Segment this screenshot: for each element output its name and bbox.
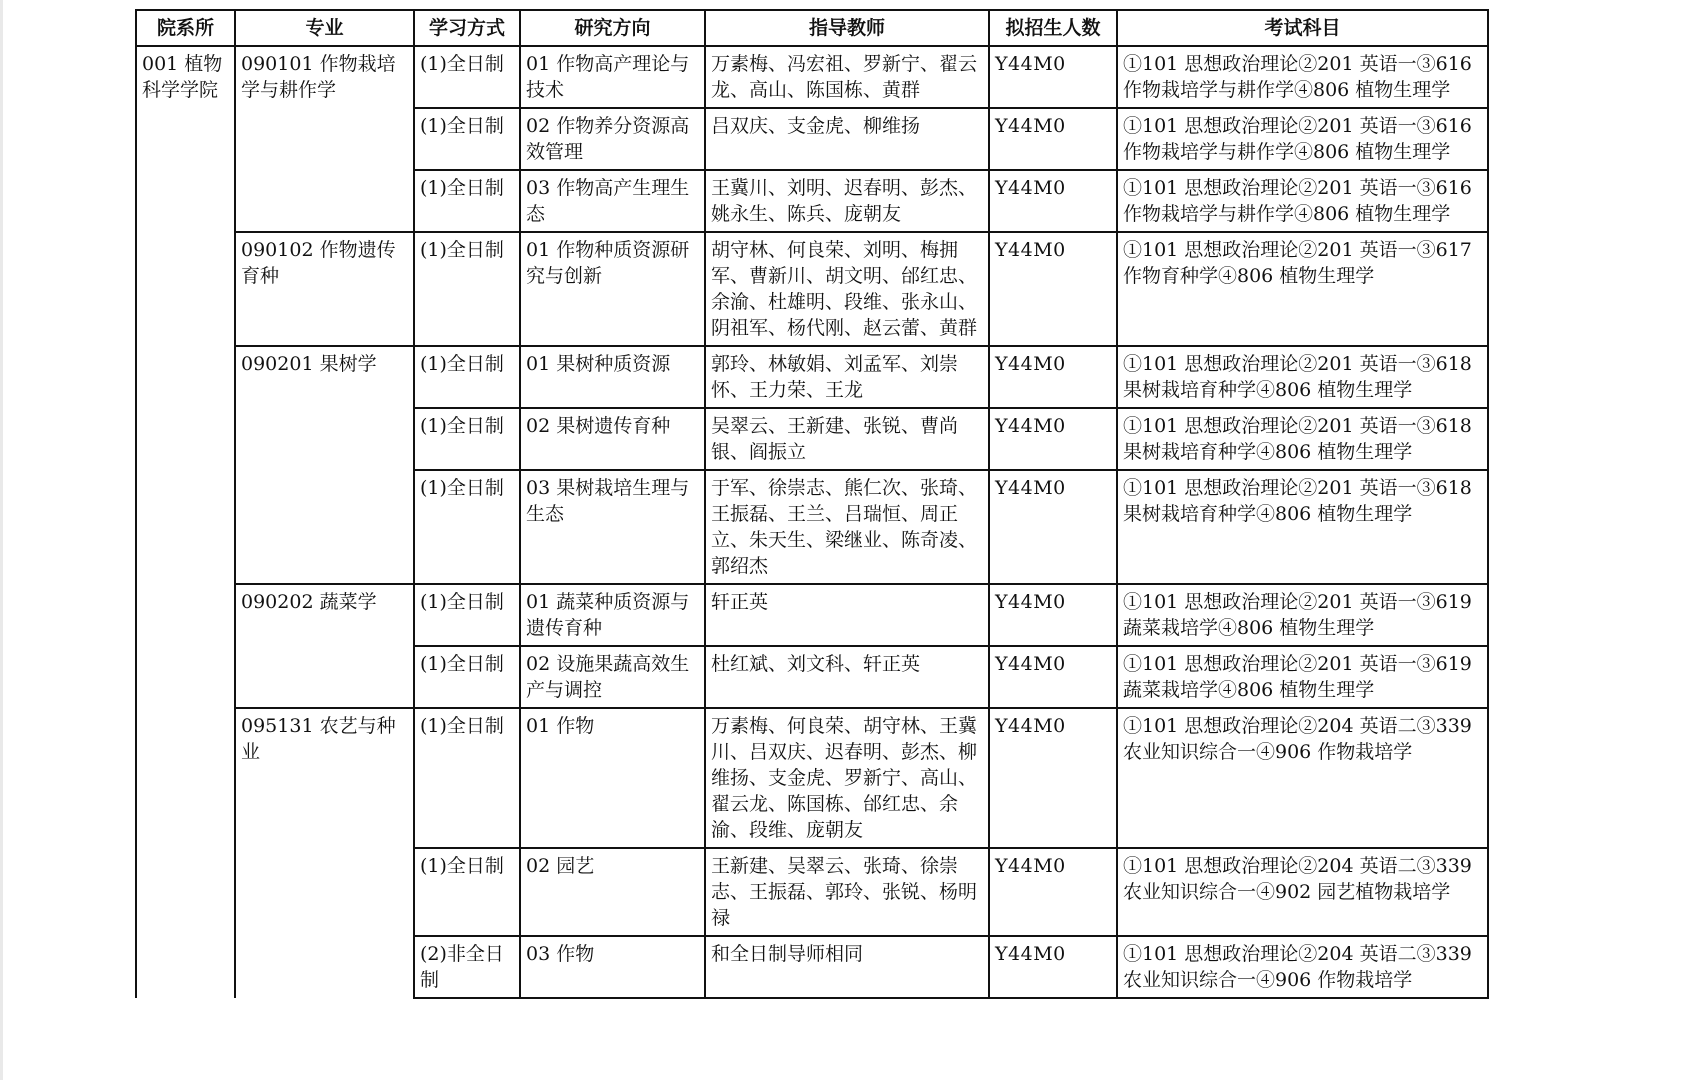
exam-cell: ①101 思想政治理论②201 英语一③617 作物育种学④806 植物生理学 <box>1117 232 1488 346</box>
header-row <box>136 10 1488 46</box>
exam-cell: ①101 思想政治理论②201 英语一③619 蔬菜栽培学④806 植物生理学 <box>1117 646 1488 708</box>
advisors-cell: 吕双庆、支金虎、柳维扬 <box>705 108 989 170</box>
quota-cell: Y44M0 <box>989 708 1117 848</box>
header-mode: 学习方式 <box>414 10 520 46</box>
mode-cell: (1)全日制 <box>414 470 520 584</box>
exam-cell: ①101 思想政治理论②201 英语一③618 果树栽培育种学④806 植物生理学 <box>1117 408 1488 470</box>
direction-cell: 01 作物高产理论与技术 <box>520 46 705 108</box>
quota-cell: Y44M0 <box>989 470 1117 584</box>
exam-cell: ①101 思想政治理论②201 英语一③616 作物栽培学与耕作学④806 植物生理学 <box>1117 170 1488 232</box>
major-cell: 090201 果树学 <box>235 346 414 584</box>
header-exam: 考试科目 <box>1117 10 1488 46</box>
direction-cell: 01 作物种质资源研究与创新 <box>520 232 705 346</box>
exam-cell: ①101 思想政治理论②201 英语一③616 作物栽培学与耕作学④806 植物生理学 <box>1117 46 1488 108</box>
advisors-cell: 吴翠云、王新建、张锐、曹尚银、阎振立 <box>705 408 989 470</box>
header-direction: 研究方向 <box>520 10 705 46</box>
mode-cell: (2)非全日制 <box>414 936 520 998</box>
major-cell: 090101 作物栽培学与耕作学 <box>235 46 414 232</box>
direction-cell: 03 果树栽培生理与生态 <box>520 470 705 584</box>
mode-cell: (1)全日制 <box>414 346 520 408</box>
mode-cell: (1)全日制 <box>414 408 520 470</box>
quota-cell: Y44M0 <box>989 108 1117 170</box>
advisors-cell: 王新建、吴翠云、张琦、徐崇志、王振磊、郭玲、张锐、杨明禄 <box>705 848 989 936</box>
direction-cell: 02 作物养分资源高效管理 <box>520 108 705 170</box>
mode-cell: (1)全日制 <box>414 232 520 346</box>
table-row <box>136 346 1488 408</box>
table-row <box>136 46 1488 108</box>
advisors-cell: 郭玲、林敏娟、刘孟军、刘崇怀、王力荣、王龙 <box>705 346 989 408</box>
major-cell: 090102 作物遗传育种 <box>235 232 414 346</box>
quota-cell: Y44M0 <box>989 232 1117 346</box>
quota-cell: Y44M0 <box>989 584 1117 646</box>
exam-cell: ①101 思想政治理论②201 英语一③616 作物栽培学与耕作学④806 植物生理学 <box>1117 108 1488 170</box>
header-major: 专业 <box>235 10 414 46</box>
direction-cell: 01 作物 <box>520 708 705 848</box>
direction-cell: 03 作物高产生理生态 <box>520 170 705 232</box>
mode-cell: (1)全日制 <box>414 108 520 170</box>
exam-cell: ①101 思想政治理论②201 英语一③618 果树栽培育种学④806 植物生理学 <box>1117 470 1488 584</box>
quota-cell: Y44M0 <box>989 170 1117 232</box>
mode-cell: (1)全日制 <box>414 46 520 108</box>
direction-cell: 02 果树遗传育种 <box>520 408 705 470</box>
quota-cell: Y44M0 <box>989 346 1117 408</box>
table-row <box>136 232 1488 346</box>
header-dept: 院系所 <box>136 10 235 46</box>
advisors-cell: 胡守林、何良荣、刘明、梅拥军、曹新川、胡文明、邰红忠、余渝、杜雄明、段维、张永山、阴祖军、杨代刚、赵云蕾、黄群 <box>705 232 989 346</box>
mode-cell: (1)全日制 <box>414 584 520 646</box>
mode-cell: (1)全日制 <box>414 708 520 848</box>
quota-cell: Y44M0 <box>989 646 1117 708</box>
advisors-cell: 万素梅、何良荣、胡守林、王冀川、吕双庆、迟春明、彭杰、柳维扬、支金虎、罗新宁、高山、翟云龙、陈国栋、邰红忠、余渝、段维、庞朝友 <box>705 708 989 848</box>
dept-cell: 001 植物科学学院 <box>136 46 235 998</box>
mode-cell: (1)全日制 <box>414 646 520 708</box>
admissions-table <box>135 9 1489 999</box>
table-row <box>136 584 1488 646</box>
exam-cell: ①101 思想政治理论②201 英语一③618 果树栽培育种学④806 植物生理学 <box>1117 346 1488 408</box>
quota-cell: Y44M0 <box>989 936 1117 998</box>
exam-cell: ①101 思想政治理论②201 英语一③619 蔬菜栽培学④806 植物生理学 <box>1117 584 1488 646</box>
header-quota: 拟招生人数 <box>989 10 1117 46</box>
quota-cell: Y44M0 <box>989 848 1117 936</box>
advisors-cell: 和全日制导师相同 <box>705 936 989 998</box>
advisors-cell: 于军、徐崇志、熊仁次、张琦、王振磊、王兰、吕瑞恒、周正立、朱天生、梁继业、陈奇凌、郭绍杰 <box>705 470 989 584</box>
advisors-cell: 万素梅、冯宏祖、罗新宁、翟云龙、高山、陈国栋、黄群 <box>705 46 989 108</box>
direction-cell: 03 作物 <box>520 936 705 998</box>
quota-cell: Y44M0 <box>989 408 1117 470</box>
major-cell: 090202 蔬菜学 <box>235 584 414 708</box>
advisors-cell: 轩正英 <box>705 584 989 646</box>
exam-cell: ①101 思想政治理论②204 英语二③339 农业知识综合一④902 园艺植物栽培学 <box>1117 848 1488 936</box>
quota-cell: Y44M0 <box>989 46 1117 108</box>
exam-cell: ①101 思想政治理论②204 英语二③339 农业知识综合一④906 作物栽培学 <box>1117 708 1488 848</box>
mode-cell: (1)全日制 <box>414 848 520 936</box>
major-cell: 095131 农艺与种业 <box>235 708 414 998</box>
table-row <box>136 708 1488 848</box>
advisors-cell: 杜红斌、刘文科、轩正英 <box>705 646 989 708</box>
direction-cell: 01 蔬菜种质资源与遗传育种 <box>520 584 705 646</box>
direction-cell: 02 园艺 <box>520 848 705 936</box>
direction-cell: 01 果树种质资源 <box>520 346 705 408</box>
direction-cell: 02 设施果蔬高效生产与调控 <box>520 646 705 708</box>
advisors-cell: 王冀川、刘明、迟春明、彭杰、姚永生、陈兵、庞朝友 <box>705 170 989 232</box>
mode-cell: (1)全日制 <box>414 170 520 232</box>
header-advisors: 指导教师 <box>705 10 989 46</box>
exam-cell: ①101 思想政治理论②204 英语二③339 农业知识综合一④906 作物栽培学 <box>1117 936 1488 998</box>
